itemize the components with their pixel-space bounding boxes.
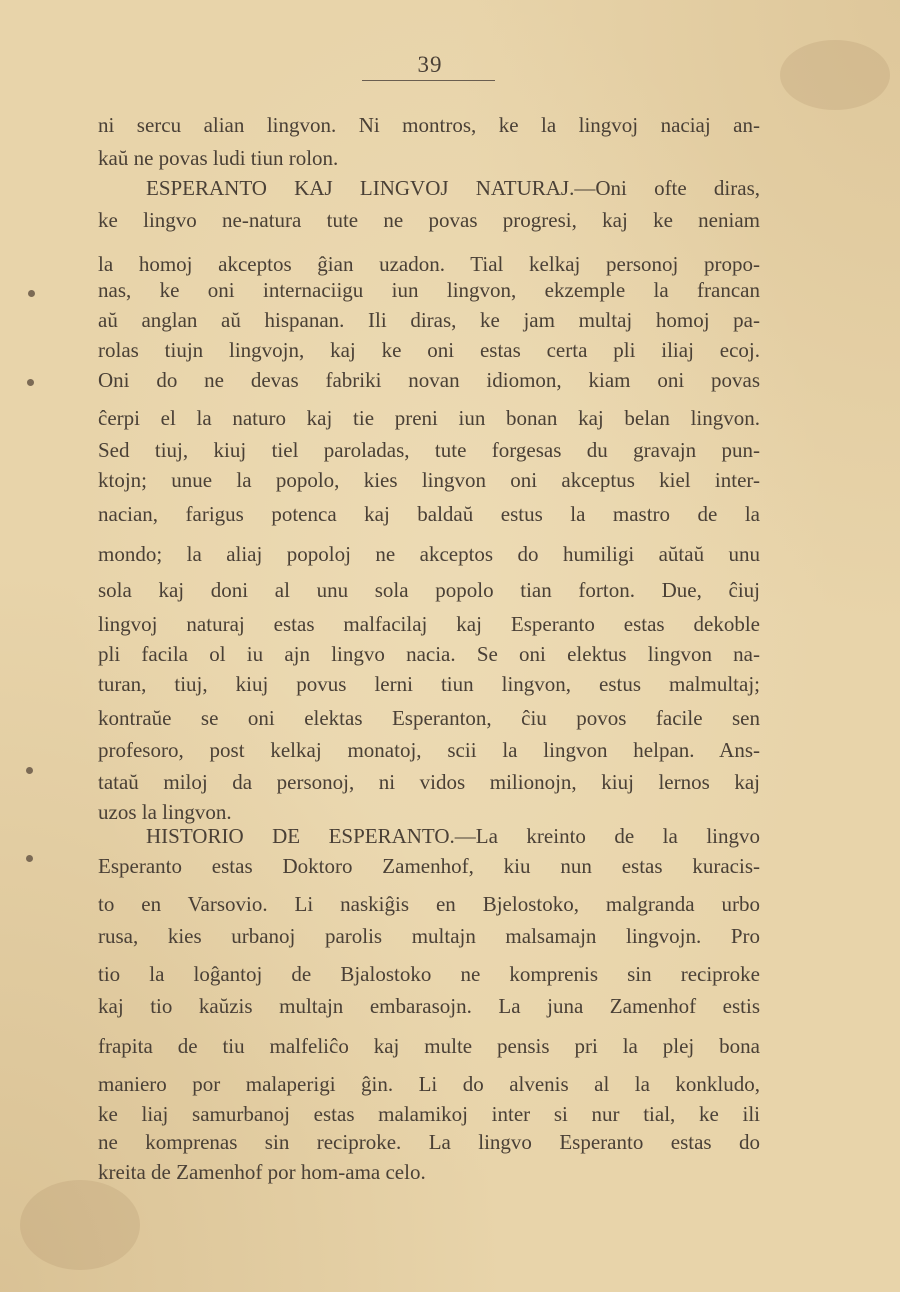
text-line: rusa, kies urbanoj parolis multajn malsamajn lingvojn. Pro <box>98 924 760 948</box>
binding-hole <box>27 379 34 386</box>
text-line: ke liaj samurbanoj estas malamikoj inter si nur tial, ke ili <box>98 1102 760 1126</box>
text-line: ni sercu alian lingvon. Ni montros, ke la lingvoj naciaj an- <box>98 113 760 137</box>
text-line: uzos la lingvon. <box>98 800 232 824</box>
text-line: tataŭ miloj da personoj, ni vidos milionojn, kiuj lernos kaj <box>98 770 760 794</box>
text-line: HISTORIO DE ESPERANTO.—La kreinto de la lingvo <box>146 824 760 848</box>
text-line: ĉerpi el la naturo kaj tie preni iun bonan kaj belan lingvon. <box>98 406 760 430</box>
text-line: pli facila ol iu ajn lingvo nacia. Se oni elektus lingvon na- <box>98 642 760 666</box>
text-line: Sed tiuj, kiuj tiel paroladas, tute forgesas du gravajn pun- <box>98 438 760 462</box>
text-line: kaŭ ne povas ludi tiun rolon. <box>98 146 339 170</box>
text-line: ESPERANTO KAJ LINGVOJ NATURAJ.—Oni ofte diras, <box>146 176 760 200</box>
page-number: 39 <box>417 52 443 77</box>
binding-hole <box>26 767 33 774</box>
text-line: la homoj akceptos ĝian uzadon. Tial kelkaj personoj propo- <box>98 252 760 276</box>
text-line: Oni do ne devas fabriki novan idiomon, kiam oni povas <box>98 368 760 392</box>
text-line: rolas tiujn lingvojn, kaj ke oni estas certa pli iliaj ecoj. <box>98 338 760 362</box>
binding-hole <box>28 290 35 297</box>
text-line: Esperanto estas Doktoro Zamenhof, kiu nun estas kuracis- <box>98 854 760 878</box>
binding-hole <box>26 855 33 862</box>
text-line: ke lingvo ne-natura tute ne povas progresi, kaj ke neniam <box>98 208 760 232</box>
page-number-rule <box>362 80 495 81</box>
text-line: frapita de tiu malfeliĉo kaj multe pensis pri la plej bona <box>98 1034 760 1058</box>
text-line: ktojn; unue la popolo, kies lingvon oni akceptus kiel inter- <box>98 468 760 492</box>
text-line: to en Varsovio. Li naskiĝis en Bjelostoko, malgranda urbo <box>98 892 760 916</box>
text-line: aŭ anglan aŭ hispanan. Ili diras, ke jam multaj homoj pa- <box>98 308 760 332</box>
text-line: ne komprenas sin reciproke. La lingvo Esperanto estas do <box>98 1130 760 1154</box>
text-line: mondo; la aliaj popoloj ne akceptos do humiligi aŭtaŭ unu <box>98 542 760 566</box>
text-line: kaj tio kaŭzis multajn embarasojn. La juna Zamenhof estis <box>98 994 760 1018</box>
text-line: kreita de Zamenhof por hom-ama celo. <box>98 1160 426 1184</box>
text-line: nas, ke oni internaciigu iun lingvon, ekzemple la francan <box>98 278 760 302</box>
text-line: maniero por malaperigi ĝin. Li do alvenis al la konkludo, <box>98 1072 760 1096</box>
text-line: kontraŭe se oni elektas Esperanton, ĉiu povos facile sen <box>98 706 760 730</box>
text-line: profesoro, post kelkaj monatoj, scii la lingvon helpan. Ans- <box>98 738 760 762</box>
text-line: lingvoj naturaj estas malfacilaj kaj Esperanto estas dekoble <box>98 612 760 636</box>
text-line: sola kaj doni al unu sola popolo tian forton. Due, ĉiuj <box>98 578 760 602</box>
text-line: tio la loĝantoj de Bjalostoko ne komprenis sin reciproke <box>98 962 760 986</box>
text-line: nacian, farigus potenca kaj baldaŭ estus la mastro de la <box>98 502 760 526</box>
text-line: turan, tiuj, kiuj povus lerni tiun lingvon, estus malmultaj; <box>98 672 760 696</box>
paper-stain <box>20 1180 140 1270</box>
